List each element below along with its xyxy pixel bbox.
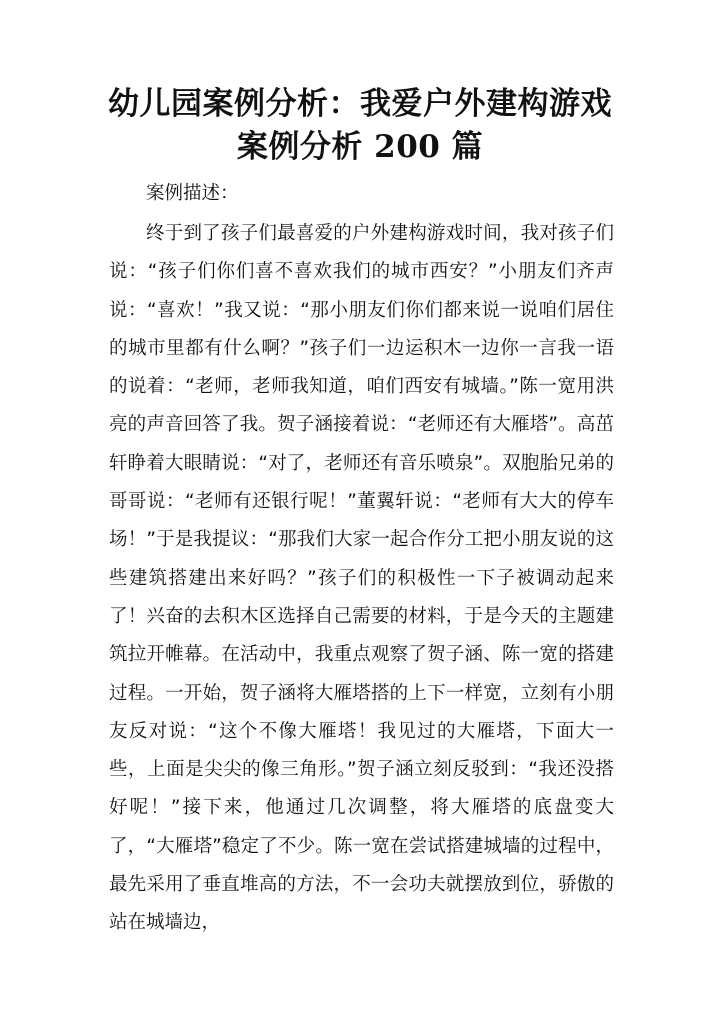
document-title-line-1: 幼儿园案例分析：我爱户外建构游戏 — [108, 86, 612, 122]
body-paragraph: 终于到了孩子们最喜爱的户外建构游戏时间，我对孩子们说：“孩子们你们喜不喜欢我们的城市西安？”小朋友们齐声说：“喜欢！”我又说：“那小朋友们你们都来说一说咱们居住的城市里都有什么啊？”孩子们一边运积木一边你一言我一语的说着：“老师，老师我知道，咱们西安有城墙。”陈一宽用洪亮的声音回答了我。贺子涵接着说：“老师还有大雁塔”。高茁轩睁着大眼睛说：“对了，老师还有音乐喷泉”。双胞胎兄弟的哥哥说：“老师有还银行呢！”董翼轩说：“老师有大大的停车场！”于是我提议：“那我们大家一起合作分工把小朋友说的这些建筑搭建出来好吗？”孩子们的积极性一下子被调动起来了！兴奋的去积木区选择自己需要的材料，于是今天的主题建筑拉开帷幕。在活动中，我重点观察了贺子涵、陈一宽的搭建过程。一开始，贺子涵将大雁塔搭的上下一样宽，立刻有小朋友反对说：“这个不像大雁塔！我见过的大雁塔，下面大一些，上面是尖尖的像三角形。”贺子涵立刻反驳到：“我还没搭好呢！”接下来，他通过几次调整，将大雁塔的底盘变大了，“大雁塔”稳定了不少。陈一宽在尝试搭建城墙的过程中，最先采用了垂直堆高的方法，不一会功夫就摆放到位，骄傲的站在城墙边， — [109, 223, 614, 934]
document-title-line-2: 案例分析 200 篇 — [236, 129, 484, 165]
section-label: 案例描述： — [146, 183, 239, 204]
